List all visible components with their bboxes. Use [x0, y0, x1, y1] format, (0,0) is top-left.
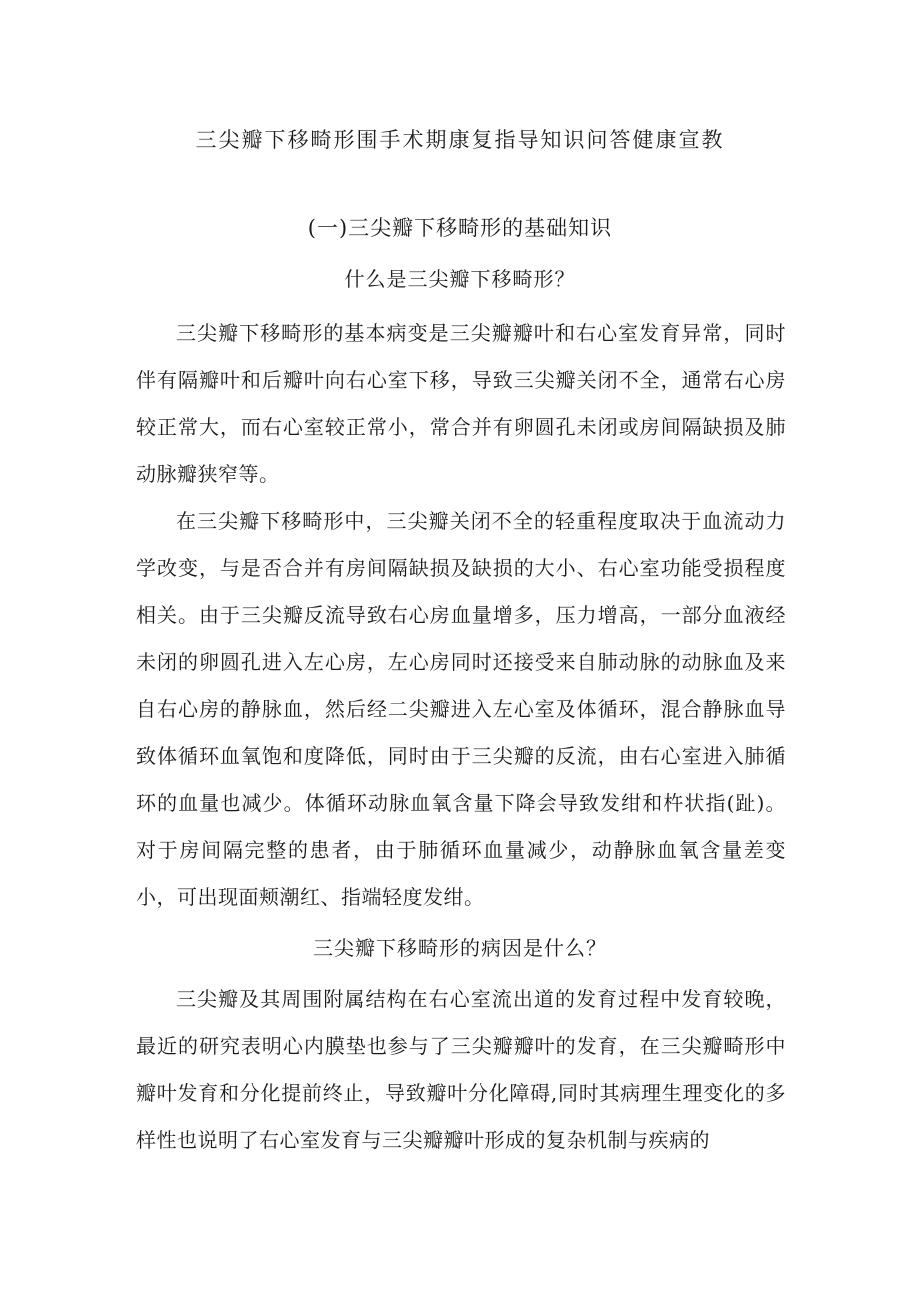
- question-heading: 三尖瓣下移畸形的病因是什么？: [313, 936, 607, 960]
- body-paragraph: 三尖瓣下移畸形的基本病变是三尖瓣瓣叶和右心室发育异常，同时伴有隔瓣叶和后瓣叶向右心室下移，导致三尖瓣关闭不全，通常右心房较正常大，而右心室较正常小，常合并有卵圆孔未闭或房间隔缺损及肺动脉瓣狭窄等。: [136, 321, 786, 486]
- body-paragraph: 三尖瓣及其周围附属结构在右心室流出道的发育过程中发育较晚，最近的研究表明心内膜垫也参与了三尖瓣瓣叶的发育，在三尖瓣畸形中瓣叶发育和分化提前终止，导致瓣叶分化障碍,同时其病理生理变化的多样性也说明了右心室发育与三尖瓣瓣叶形成的复杂机制与疾病的: [136, 987, 786, 1152]
- section-heading: (一)三尖瓣下移畸形的基础知识: [307, 216, 613, 240]
- question-heading: 什么是三尖瓣下移畸形？: [344, 267, 576, 291]
- body-paragraph: 在三尖瓣下移畸形中，三尖瓣关闭不全的轻重程度取决于血流动力学改变，与是否合并有房间隔缺损及缺损的大小、右心室功能受损程度相关。由于三尖瓣反流导致右心房血量增多，压力增高，一部分血液经未闭的卵圆孔进入左心房，左心房同时还接受来自肺动脉的动脉血及来自右心房的静脉血，然后经二尖瓣进入左心室及体循环，混合静脉血导致体循环血氧饱和度降低，同时由于三尖瓣的反流，由右心室进入肺循环的血量也减少。体循环动脉血氧含量下降会导致发绀和杵状指(趾)。对于房间隔完整的患者，由于肺循环血量减少，动静脉血氧含量差变小，可出现面颊潮红、指端轻度发绀。: [136, 509, 786, 909]
- document-title: 三尖瓣下移畸形围手术期康复指导知识问答健康宣教: [195, 128, 725, 152]
